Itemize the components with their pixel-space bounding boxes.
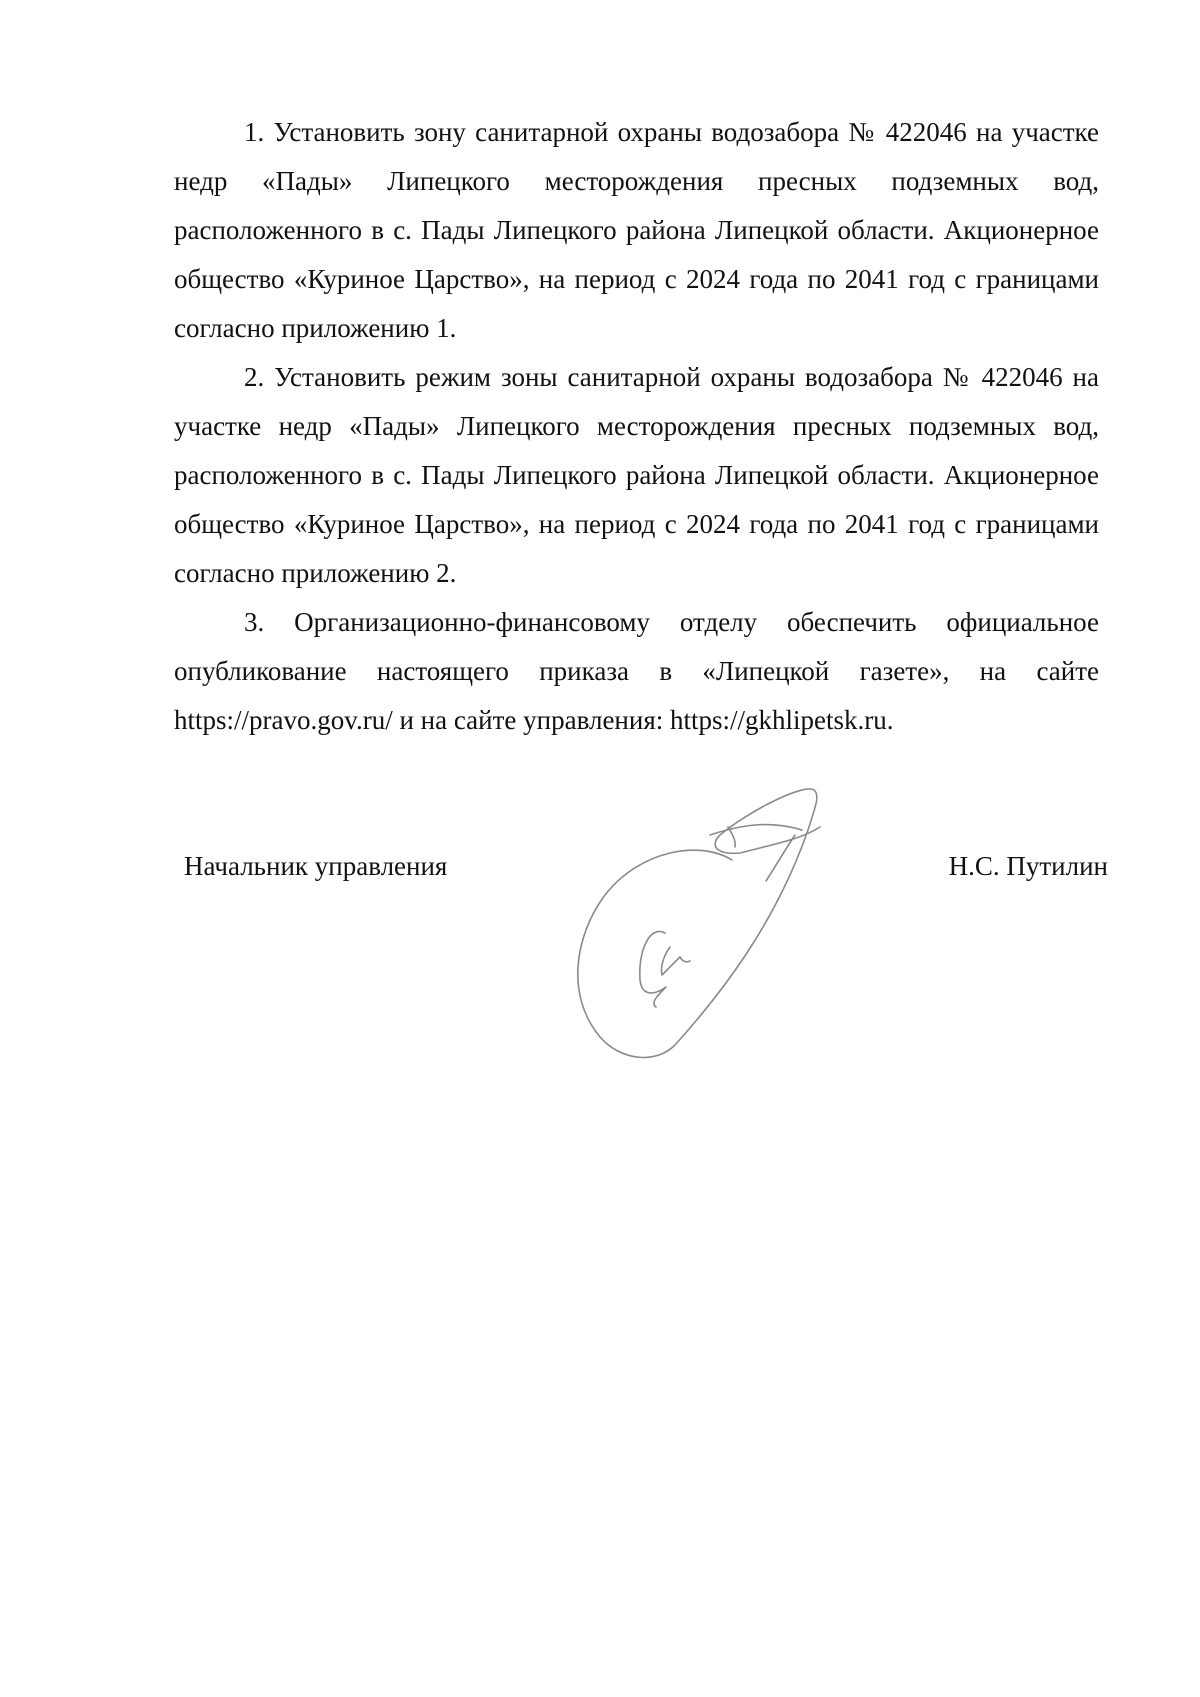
handwritten-signature <box>570 775 900 1070</box>
paragraph-2: 2. Установить режим зоны санитарной охраны водозабора № 422046 на участке недр «Пады» Липецкого месторождения пресных подземных вод, расположенного в с. Пады Липецкого района Липецкой области. Акционерное общество «Куриное Царство», на период с 2024 года по 2041 год с границами согласно приложению 2. <box>174 362 1099 588</box>
signatory-name: Н.С. Путилин <box>948 851 1108 881</box>
signatory-position: Начальник управления <box>184 851 448 881</box>
paragraph-3: 3. Организационно-финансовому отделу обеспечить официальное опубликование настоящего приказа в «Липецкой газете», на сайте https://pravo.gov.ru/ и на сайте управления: https://gkhlipetsk.ru. <box>174 607 1099 735</box>
paragraph-1: 1. Установить зону санитарной охраны водозабора № 422046 на участке недр «Пады» Липецкого месторождения пресных подземных вод, расположенного в с. Пады Липецкого района Липецкой области. Акционерное общество «Куриное Царство», на период с 2024 года по 2041 год с границами согласно приложению 1. <box>174 117 1099 343</box>
